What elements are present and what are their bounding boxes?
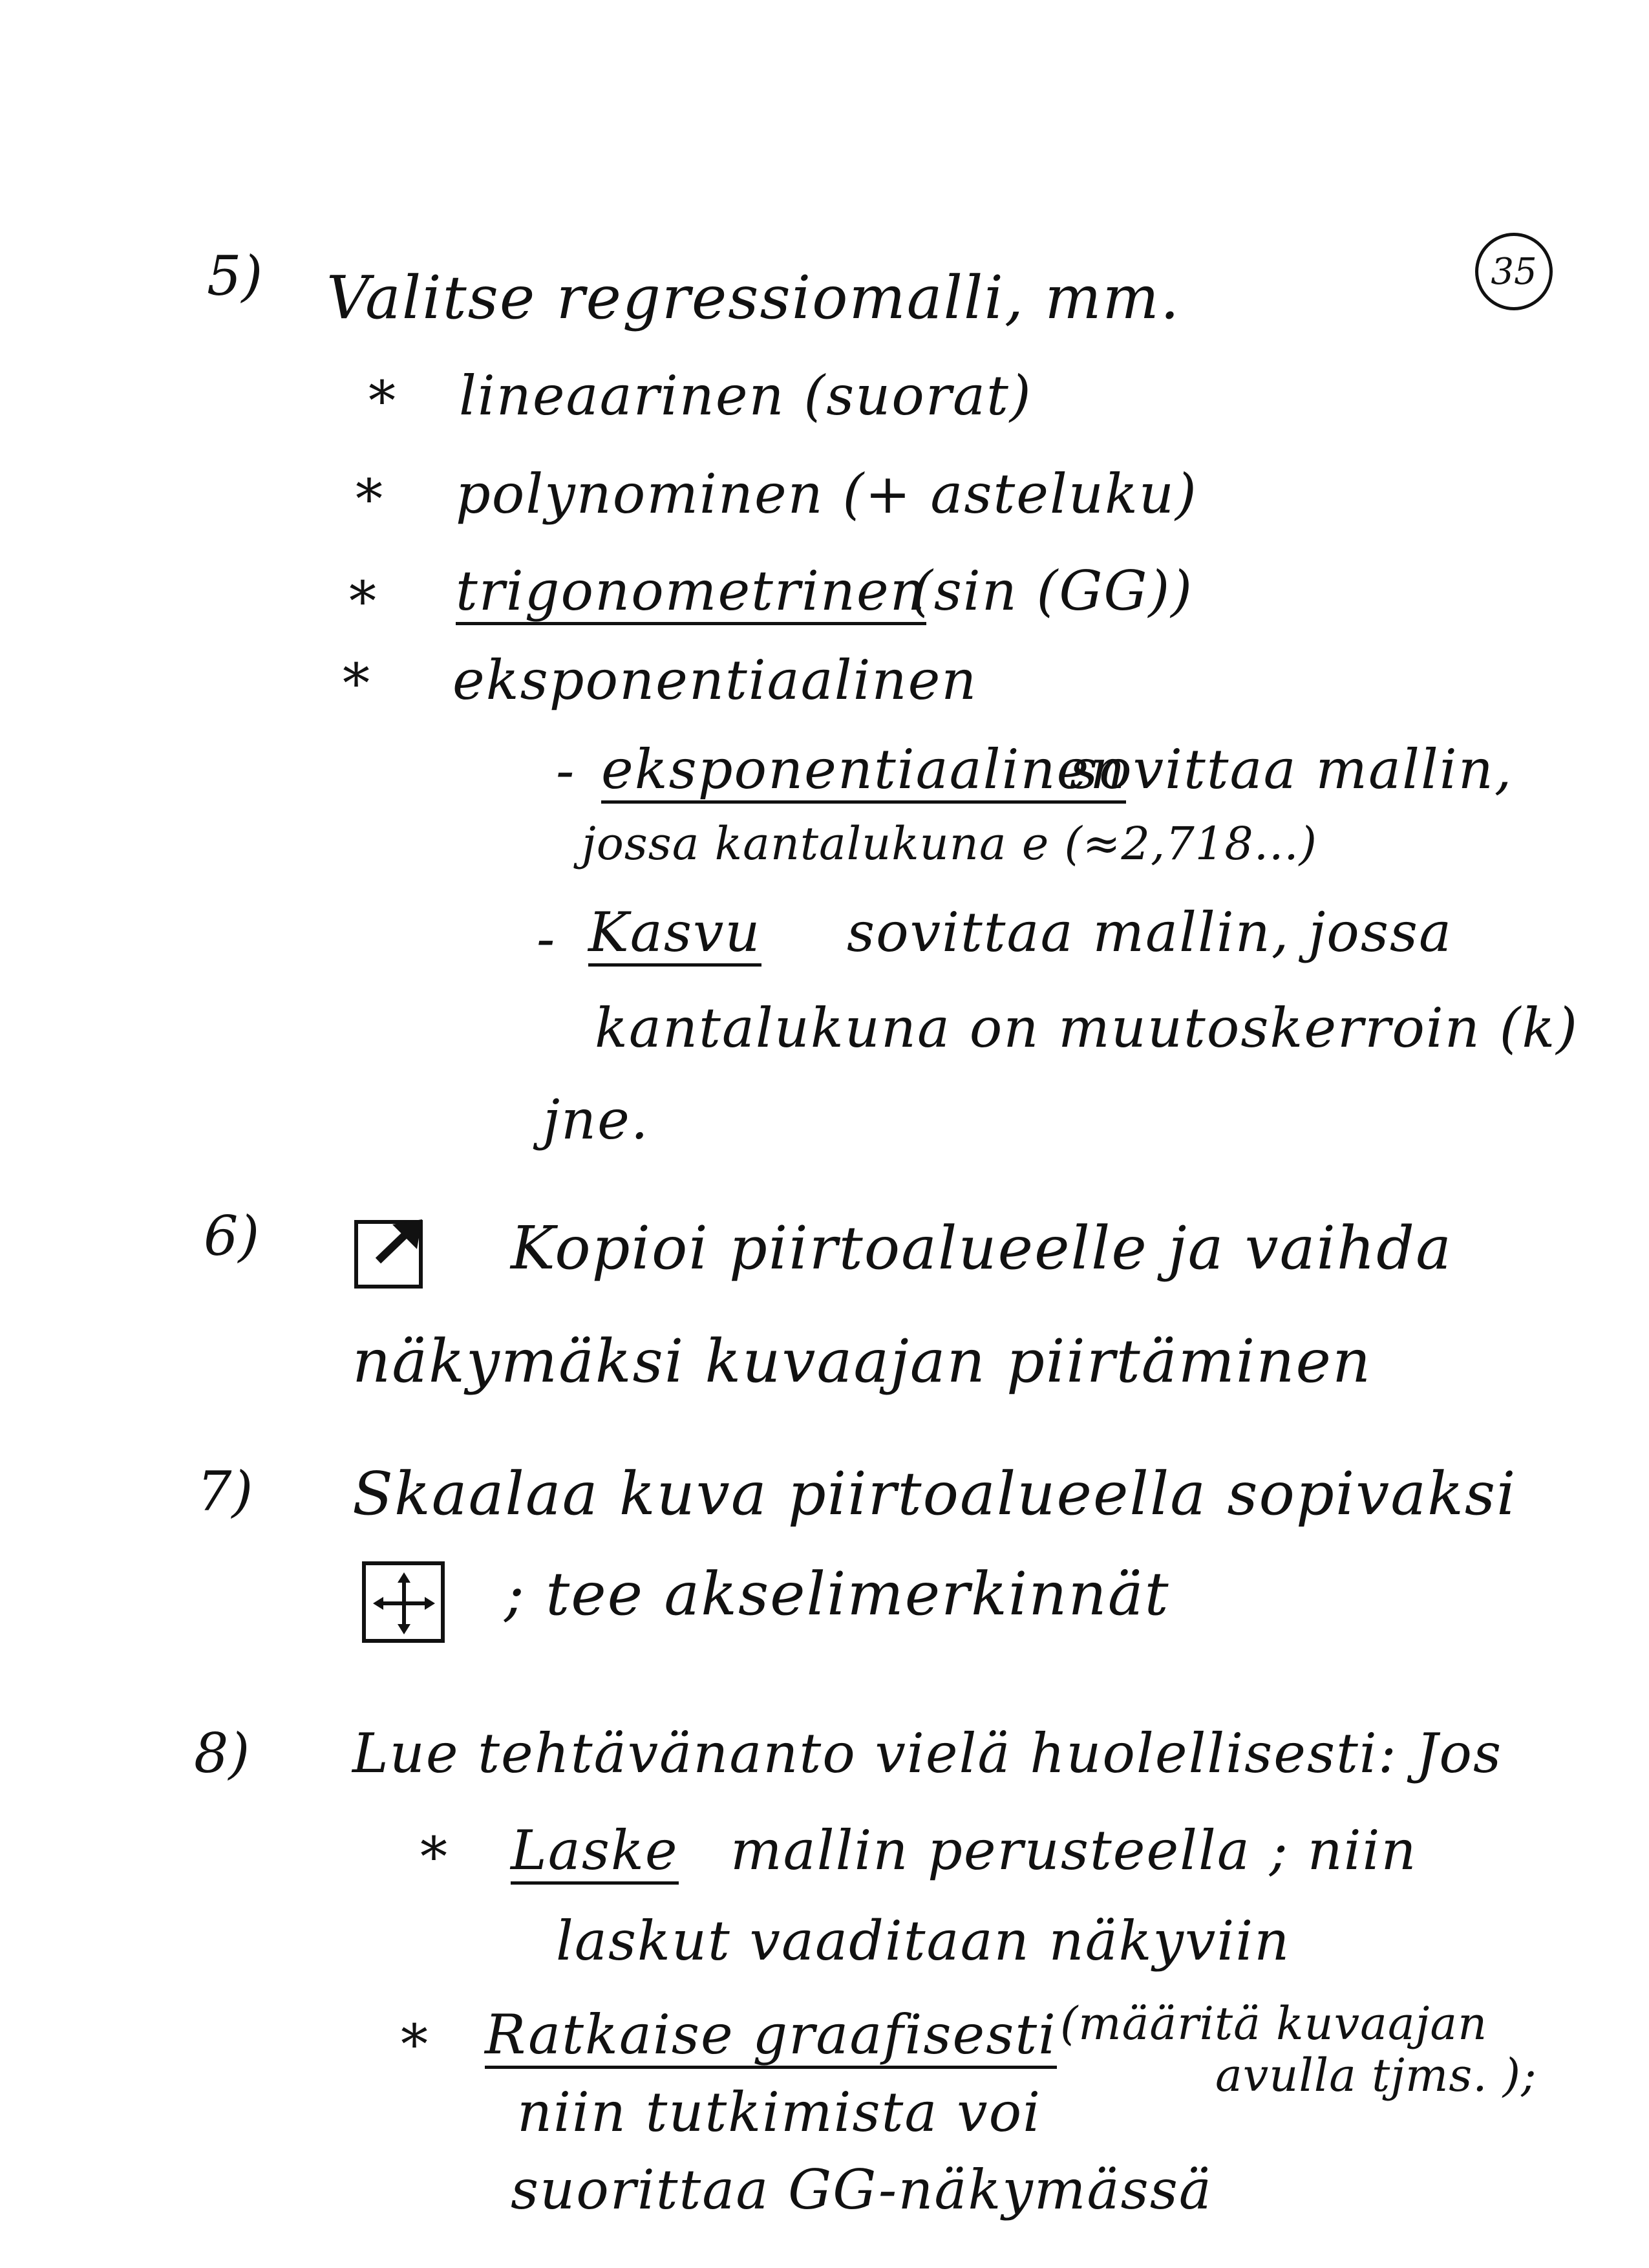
calculate-description: mallin perusteella ; niin [730, 1819, 1418, 1882]
calculate-description-line2: laskut vaaditaan näkyviin [556, 1909, 1291, 1973]
step-8-number: 8) [194, 1722, 250, 1785]
growth-sub-term: Kasvu [588, 905, 761, 967]
page-number: 35 [1475, 233, 1553, 310]
regression-option-exponential: eksponentiaalinen [452, 648, 978, 712]
step-8-line1: Lue tehtävänanto vielä huolellisesti: Jos [352, 1722, 1503, 1785]
step-7-number: 7) [197, 1460, 253, 1523]
exponential-sub-description: sovittaa mallin, [1070, 738, 1513, 801]
exponential-sub-description-line2: jossa kantalukuna e (≈2,718...) [582, 817, 1317, 870]
regression-option-trigonometric-note: (sin (GG)) [911, 559, 1194, 623]
bullet-marker: * [356, 467, 384, 531]
step-6-line1: Kopioi piirtoalueelle ja vaihda [511, 1214, 1452, 1283]
move-arrows-icon [359, 1558, 449, 1649]
calculate-term: Laske [511, 1823, 679, 1885]
growth-sub-description-line2: kantalukuna on muutoskerroin (k) [595, 996, 1579, 1060]
growth-sub-description: sovittaa mallin, jossa [847, 901, 1453, 964]
step-5-heading: Valitse regressiomalli, mm. [326, 263, 1181, 332]
bullet-marker: * [343, 652, 371, 715]
solve-graphically-term: Ratkaise graafisesti [485, 2007, 1057, 2069]
solve-graphically-line2: niin tutkimista voi [517, 2081, 1042, 2144]
bullet-marker: * [349, 570, 378, 633]
copy-to-graphics-arrow-icon [352, 1215, 430, 1293]
regression-option-polynomial: polynominen (+ asteluku) [456, 462, 1198, 526]
exponential-sub-term: eksponentiaalinen [601, 742, 1126, 804]
regression-option-trigonometric: trigonometrinen [456, 564, 926, 625]
etc-text: jne. [543, 1088, 650, 1151]
regression-option-linear: lineaarinen (suorat) [459, 364, 1032, 427]
bullet-marker: * [401, 2013, 429, 2076]
solve-graphically-paren-line2: avulla tjms. ); [1215, 2049, 1537, 2102]
solve-graphically-line3: suorittaa GG-näkymässä [511, 2158, 1213, 2221]
solve-graphically-paren: (määritä kuvaajan [1060, 1997, 1488, 2050]
step-6-number: 6) [204, 1204, 260, 1268]
step-5-number: 5) [207, 244, 263, 308]
step-7-line1: Skaalaa kuva piirtoalueella sopivaksi [352, 1459, 1517, 1528]
sub-item-dash: - [537, 907, 557, 970]
sub-item-dash: - [556, 739, 576, 802]
step-6-line2: näkymäksi kuvaajan piirtäminen [352, 1327, 1372, 1396]
step-7-line2: ; tee akselimerkinnät [504, 1559, 1170, 1629]
bullet-marker: * [368, 369, 397, 433]
bullet-marker: * [420, 1825, 449, 1888]
